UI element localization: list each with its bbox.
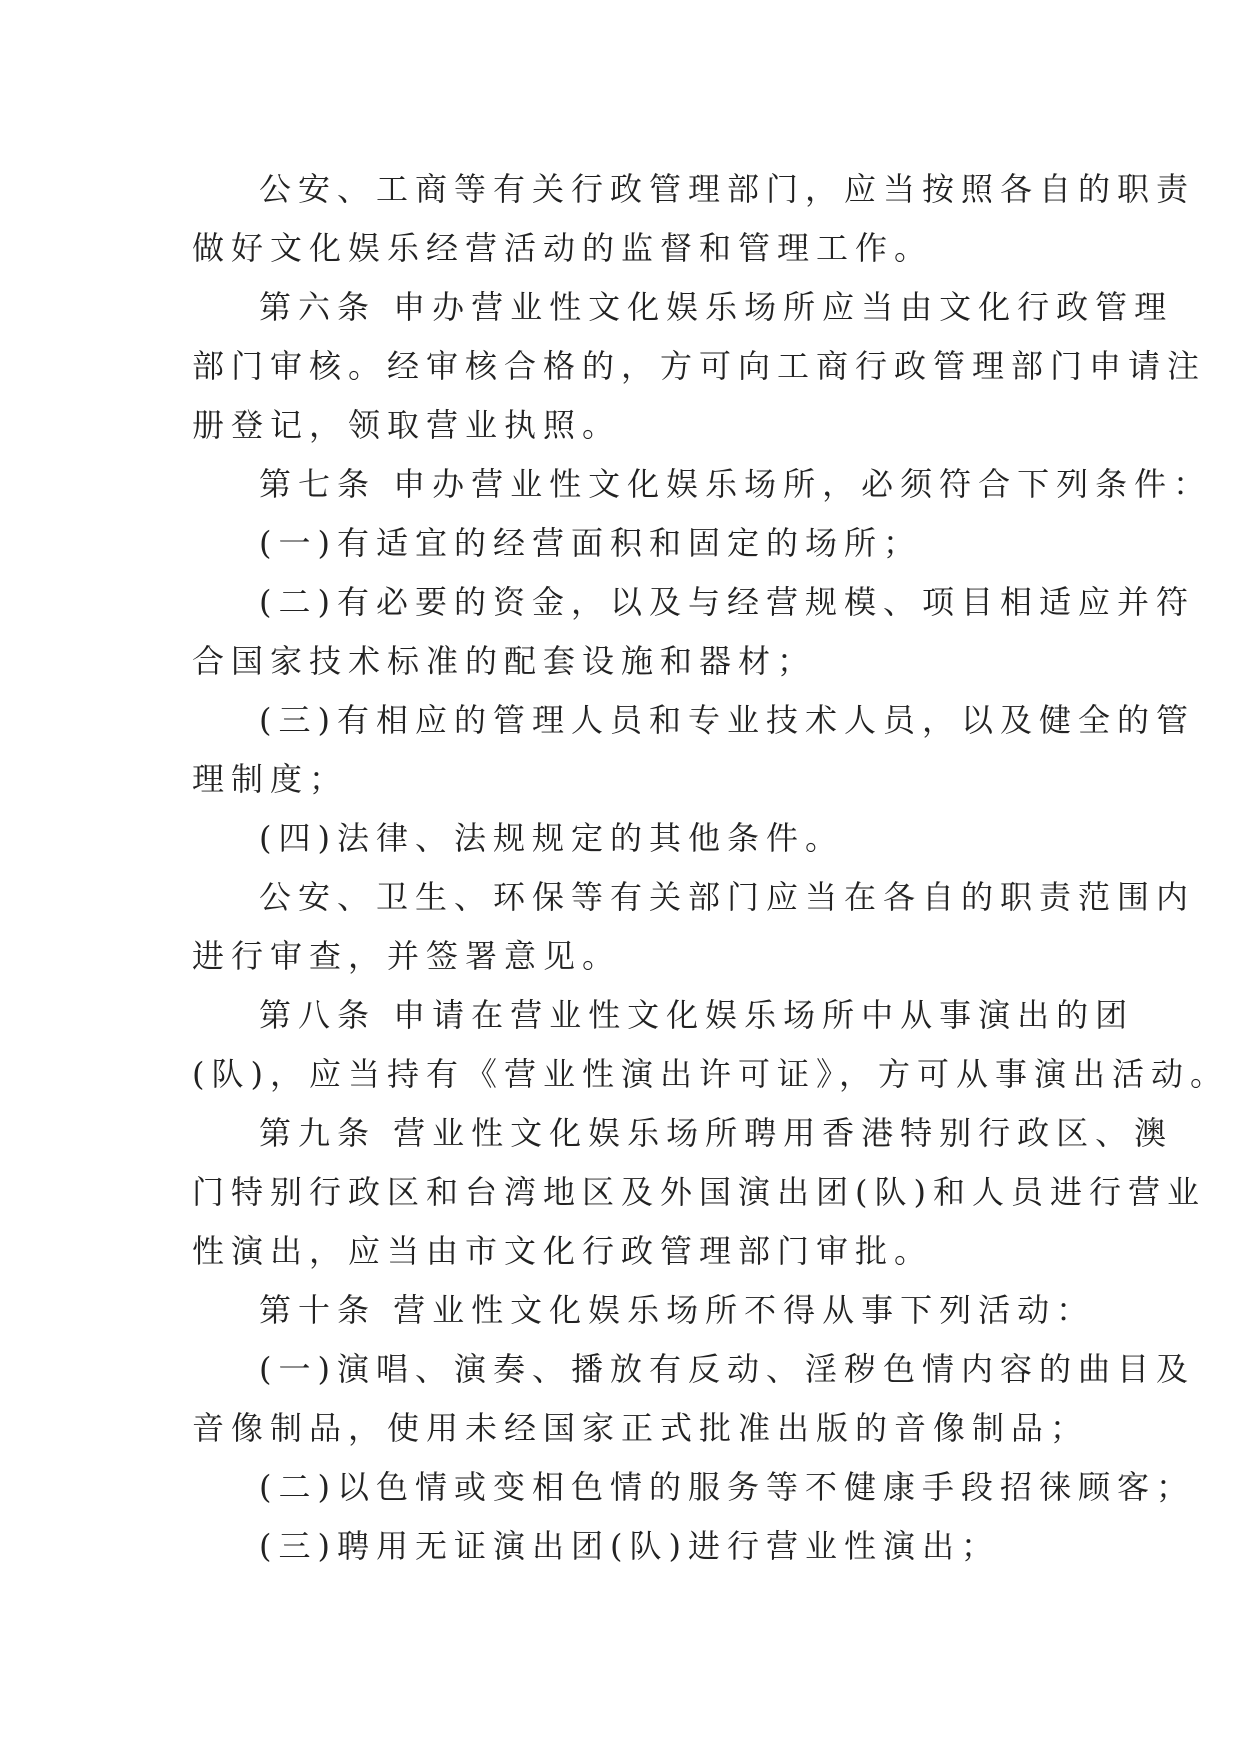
list-item: (三)聘用无证演出团(队)进行营业性演出；	[259, 1527, 1000, 1565]
text-line: (队)，应当持有《营业性演出许可证》，方可从事演出活动。	[192, 1055, 1229, 1093]
list-item: (四)法律、法规规定的其他条件。	[259, 819, 844, 857]
text-line: 性演出，应当由市文化行政管理部门审批。	[192, 1232, 934, 1270]
list-item: (二)有必要的资金，以及与经营规模、项目相适应并符	[259, 583, 1195, 621]
list-item: (三)有相应的管理人员和专业技术人员，以及健全的管	[259, 701, 1195, 739]
text-line: 部门审核。经审核合格的，方可向工商行政管理部门申请注	[192, 347, 1207, 385]
text-line: 音像制品，使用未经国家正式批准出版的音像制品；	[192, 1409, 1090, 1447]
article-10-line: 第十条 营业性文化娱乐场所不得从事下列活动：	[259, 1291, 1096, 1329]
article-8-line: 第八条 申请在营业性文化娱乐场所中从事演出的团	[259, 996, 1135, 1034]
article-9-line: 第九条 营业性文化娱乐场所聘用香港特别行政区、澳	[259, 1114, 1174, 1152]
text-line: 公安、工商等有关行政管理部门，应当按照各自的职责	[259, 170, 1196, 208]
text-line: 进行审查，并签署意见。	[192, 937, 622, 975]
list-item: (一)有适宜的经营面积和固定的场所；	[259, 524, 922, 562]
text-line: 公安、卫生、环保等有关部门应当在各自的职责范围内	[259, 878, 1196, 916]
text-line: 册登记，领取营业执照。	[192, 406, 622, 444]
text-line: 门特别行政区和台湾地区及外国演出团(队)和人员进行营业	[192, 1173, 1206, 1211]
article-6-line: 第六条 申办营业性文化娱乐场所应当由文化行政管理	[259, 288, 1174, 326]
text-line: 做好文化娱乐经营活动的监督和管理工作。	[192, 229, 934, 267]
document-body	[192, 160, 1229, 1576]
list-item: (一)演唱、演奏、播放有反动、淫秽色情内容的曲目及	[259, 1350, 1195, 1388]
text-line: 理制度；	[192, 760, 349, 798]
list-item: (二)以色情或变相色情的服务等不健康手段招徕顾客；	[259, 1468, 1195, 1506]
text-line: 合国家技术标准的配套设施和器材；	[192, 642, 817, 680]
article-7-line: 第七条 申办营业性文化娱乐场所，必须符合下列条件：	[259, 465, 1213, 503]
